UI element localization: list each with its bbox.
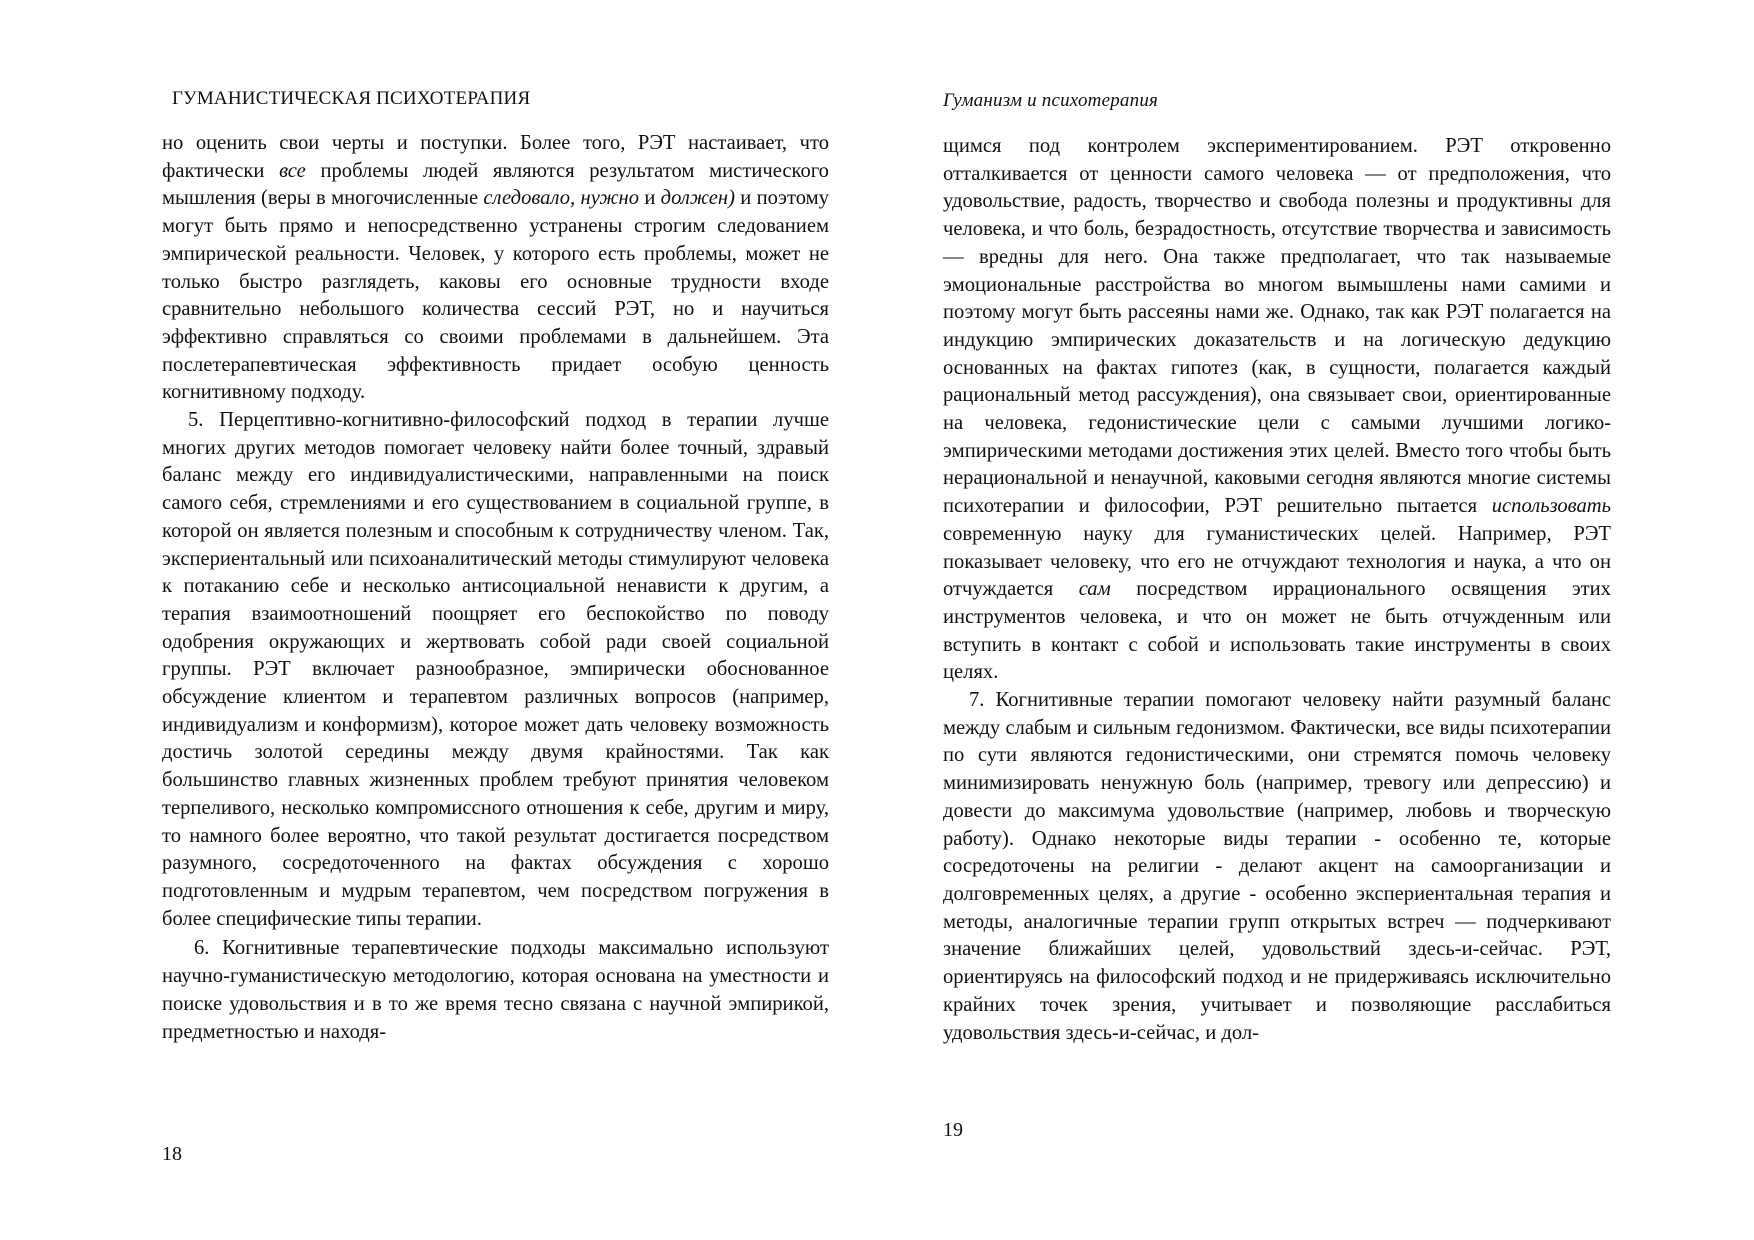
running-head: Гуманизм и психотерапия xyxy=(943,90,1159,111)
right-page xyxy=(877,0,1754,1240)
page-number: 19 xyxy=(943,1119,963,1141)
paragraph: 6. Когнитивные терапевтические подходы максимально используют научно-гуманистическую методологию, которая основана на уместности и поиске удовольствия и в то же время тесно связана с научной эмпирикой, предметностью и находя- xyxy=(162,937,829,1043)
page-number: 18 xyxy=(162,1143,182,1165)
body-text xyxy=(162,130,829,1046)
paragraph: щимся под контролем экспериментированием. РЭТ откровенно отталкивается от ценности самого человека — от предположения, что удовольствие, радость, творчество и свобода полезны и продуктивны для человека, и что боль, безрадостность, отсутствие творчества и зависимость — вредны для него. Она также предполагает, что так называемые эмоциональные расстройства во многом вымышлены нами самими и поэтому могут быть рассеяны нами же. Однако, так как РЭТ полагается на индукцию эмпирических доказательств и на логическую дедукцию основанных на фактах гипотез (как, в сущности, полагается каждый рациональный метод рассуждения), она связывает свои, ориентированные на человека, гедонистические цели с самыми лучшими логико-эмпирическими методами достижения этих целей. Вместо того чтобы быть нерациональной и ненаучной, каковыми сегодня являются многие системы психотерапии и философии, РЭТ решительно пытается использовать современную науку для гуманистических целей. Например, РЭТ показывает человеку, что его не отчуждают технология и наука, а что он отчуждается сам посредством иррационального освящения этих инструментов человека, и что он может не быть отчужденным или вступить в контакт с собой и использовать такие инструменты в своих целях. xyxy=(943,135,1611,684)
running-head: ГУМАНИСТИЧЕСКАЯ ПСИХОТЕРАПИЯ xyxy=(172,88,531,109)
paragraph: но оценить свои черты и поступки. Более того, РЭТ настаивает, что фактически все проблемы людей являются результатом мистического мышления (веры в многочисленные следовало, нужно и должен) и поэтому могут быть прямо и непосредственно устранены строгим следованием эмпирической реальности. Человек, у которого есть проблемы, может не только быстро разглядеть, каковы его основные трудности входе сравнительно небольшого количества сессий РЭТ, но и научиться эффективно справляться со своими проблемами в дальнейшем. Эта послетерапевтическая эффективность придает особую ценность когнитивному подходу. xyxy=(162,132,829,404)
paragraph: 5. Перцептивно-когнитивно-философский подход в терапии лучше многих других методов помогает человеку найти более точный, здравый баланс между его индивидуалистическими, направленными на поиск самого себя, стремлениями и его существованием в социальной группе, в которой он является полезным и способным к сотрудничеству членом. Так, экспериентальный или психоаналитический методы стимулируют человека к потаканию себе и несколько антисоциальной ненависти к другим, а терапия взаимоотношений поощряет его беспокойство по поводу одобрения окружающих и жертвовать собой ради своей социальной группы. РЭТ включает разнообразное, эмпирически обоснованное обсуждение клиентом и терапевтом различных вопросов (например, индивидуализм и конформизм), которое может дать человеку возможность достичь золотой середины между двумя крайностями. Так как большинство главных жизненных проблем требуют принятия человеком терпеливого, несколько компромиссного отношения к себе, другим и миру, то намного более вероятно, что такой результат достигается посредством разумного, сосредоточенного на фактах обсуждения с хорошо подготовленным и мудрым терапевтом, чем посредством погружения в более специфические типы терапии. xyxy=(162,409,829,930)
body-text xyxy=(943,133,1611,1047)
paragraph: 7. Когнитивные терапии помогают человеку найти разумный баланс между слабым и сильным гедонизмом. Фактически, все виды психотерапии по сути являются гедонистическими, они стремятся помочь человеку минимизировать ненужную боль (например, тревогу или депрессию) и довести до максимума удовольствие (например, любовь и творческую работу). Однако некоторые виды терапии - особенно те, которые сосредоточены на религии - делают акцент на самоорганизации и долговременных целях, а другие - особенно экспериентальная терапия и методы, аналогичные терапии групп открытых встреч — подчеркивают значение ближайших целей, удовольствий здесь-и-сейчас. РЭТ, ориентируясь на философский подход и не придерживаясь исключительно крайних точек зрения, учитывает и позволяющие расслабиться удовольствия здесь-и-сейчас, и дол- xyxy=(943,689,1611,1044)
